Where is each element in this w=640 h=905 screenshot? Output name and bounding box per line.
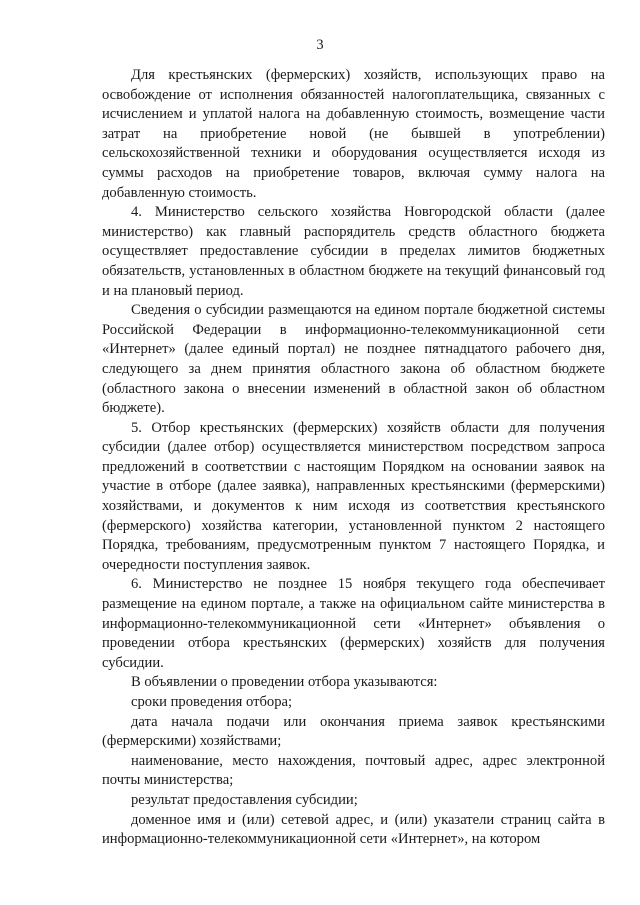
paragraph-item-5: 5. Отбор крестьянских (фермерских) хозяйств области для получения субсидии (далее отбор) осуществляется министерством посредством запроса предложений в соответствии с настоящим Порядком на основании заявок на участие в отборе (далее заявка), направленных крестьянскими (фермерскими) хозяйствами, и документов к ним исходя из соответствия крестьянского (фермерского) хозяйства категории, установленной пунктом 2 настоящего Порядка, требованиям, предусмотренным пунктом 7 настоящего Порядка, и очередности поступления заявок. [102, 419, 605, 573]
list-item-selection-dates: сроки проведения отбора; [131, 694, 293, 710]
paragraph-item-4: 4. Министерство сельского хозяйства Новгородской области (далее министерство) как главный распорядитель средств областного бюджета осуществляет предоставление субсидии в пределах лимитов бюджетных обязательств, установленных в областном бюджете на текущий финансовый год и на плановый период. [102, 204, 605, 299]
paragraph-subsidy-info: Сведения о субсидии размещаются на едином портале бюджетной системы Российской Федерации в информационно-телекоммуникационной сети «Интернет» (далее единый портал) не позднее пятнадцатого рабочего дня, следующего за днем принятия областного закона об областном бюджете (областного закона о внесении изменений в областной закон об областном бюджете). [102, 302, 605, 417]
document-body [102, 66, 605, 850]
list-item-subsidy-result: результат предоставления субсидии; [131, 791, 358, 808]
paragraph-announcement-intro: В объявлении о проведении отбора указываются: [131, 674, 438, 691]
paragraph-item-6: 6. Министерство не позднее 15 ноября текущего года обеспечивает размещение на едином портале, а также на официальном сайте министерства в информационно-телекоммуникационной сети «Интернет» объявления о проведении отбора крестьянских (фермерских) хозяйств для получения субсидии. [102, 576, 605, 671]
list-item-ministry-contacts: наименование, место нахождения, почтовый адрес, адрес электронной почты министерства; [102, 752, 605, 789]
paragraph-vat-exemption: Для крестьянских (фермерских) хозяйств, использующих право на освобождение от исполнения обязанностей налогоплательщика, связанных с исчислением и уплатой налога на добавленную стоимость, возмещение части затрат на приобретение новой (не бывшей в употреблении) сельскохозяйственной техники и оборудования осуществляется исходя из суммы расходов на приобретение товаров, включая сумму налога на добавленную стоимость. [102, 67, 605, 201]
page-number: 3 [316, 37, 324, 53]
list-item-application-dates: дата начала подачи или окончания приема заявок крестьянскими (фермерскими) хозяйствами; [102, 713, 605, 750]
list-item-domain-name: доменное имя и (или) сетевой адрес, и (или) указатели страниц сайта в информационно-телекоммуникационной сети «Интернет», на котором [102, 811, 605, 848]
